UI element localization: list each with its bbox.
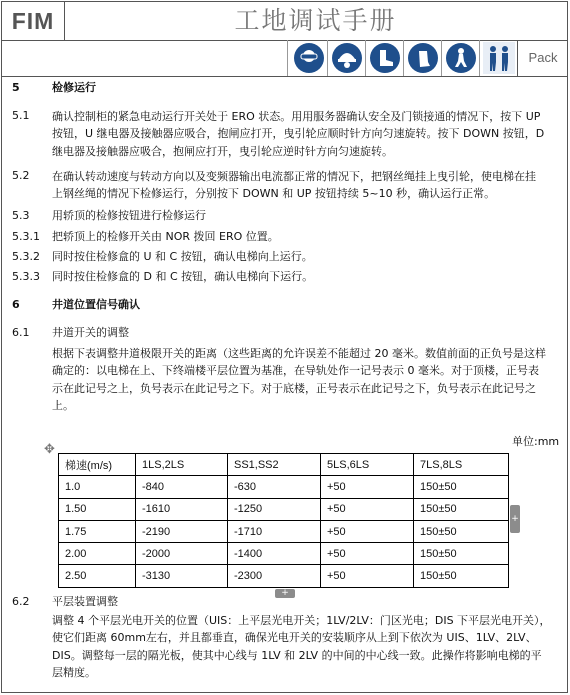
text-line: 上钢丝绳的情况下检修运行，分别按下 DOWN 和 UP 按钮持续 5~10 秒，确认运行正常。 bbox=[52, 187, 496, 201]
table-cell: 1.0 bbox=[59, 476, 136, 498]
text-line: 调整 4 个平层光电开关的位置（UIS：上平层光电开关；1LV/2LV：门区光电；DIS 下平层光电开关）， bbox=[52, 614, 551, 627]
section-title: 井道位置信号确认 bbox=[52, 298, 140, 311]
subsection-title: 井道开关的调整 bbox=[52, 326, 129, 339]
limit-switch-table bbox=[58, 453, 509, 588]
table-cell: 2.00 bbox=[59, 543, 136, 565]
subsection-title: 用轿顶的检修按钮进行检修运行 bbox=[52, 209, 206, 222]
subsection-title: 平层装置调整 bbox=[52, 595, 118, 608]
text-line: 层精度。 bbox=[52, 665, 96, 679]
divider bbox=[287, 40, 288, 76]
text-line: 使它们距离 60mm左右，并且都垂直，确保光电开关的安装顺序从上到下依次为 UIS、1LV、2LV、 bbox=[52, 631, 537, 645]
step-text: 同时按住检修盒的 D 和 C 按钮，确认电梯向下运行。 bbox=[52, 270, 314, 283]
divider bbox=[441, 40, 442, 76]
text-line: 根据下表调整井道极限开关的距离（这些距离的允许误差不能超过 20 毫米。数值前面的正负号是这样 bbox=[52, 347, 546, 360]
table-cell: -1610 bbox=[136, 498, 228, 520]
table-cell: +50 bbox=[321, 565, 414, 587]
table-cell: +50 bbox=[321, 476, 414, 498]
fall-protection-icon bbox=[446, 43, 476, 73]
unit-label: 单位:mm bbox=[512, 435, 560, 448]
table-cell: 150±50 bbox=[414, 520, 509, 542]
section-number: 6 bbox=[12, 298, 20, 311]
table-cell: 2.50 bbox=[59, 565, 136, 587]
safety-boots-icon bbox=[370, 43, 400, 73]
section-number: 5.3.3 bbox=[12, 270, 40, 283]
step-text: 同时按住检修盒的 U 和 C 按钮，确认电梯向上运行。 bbox=[52, 250, 313, 263]
table-header-cell: 1LS,2LS bbox=[136, 454, 228, 476]
text-line: 上。 bbox=[52, 398, 74, 412]
table-cell: -840 bbox=[136, 476, 228, 498]
table-cell: -1250 bbox=[228, 498, 321, 520]
text-line: 确定的：以电梯在上、下终端楼平层位置为基准，在导轨处作一记号表示 0 毫米。对于顶楼，正号表 bbox=[52, 364, 539, 378]
table-header-cell: 梯速(m/s) bbox=[59, 454, 136, 476]
table-row bbox=[59, 520, 509, 542]
section-title: 检修运行 bbox=[52, 81, 96, 94]
section-number: 5.2 bbox=[12, 169, 30, 182]
table-cell: +50 bbox=[321, 543, 414, 565]
table-header-cell: 7LS,8LS bbox=[414, 454, 509, 476]
paragraph bbox=[52, 108, 544, 160]
logo: FIM bbox=[2, 2, 65, 40]
table-cell: -630 bbox=[228, 476, 321, 498]
table-cell: -2190 bbox=[136, 520, 228, 542]
text-line: 确认控制柜的紧急电动运行开关处于 ERO 状态。用用服务器确认安全及门锁接通的情况下，按下 UP bbox=[52, 110, 541, 123]
move-handle-icon[interactable]: ✥ bbox=[44, 442, 55, 457]
step-text: 把轿顶上的检修开关由 NOR 拨回 ERO 位置。 bbox=[52, 230, 279, 243]
section-number: 5.3.1 bbox=[12, 230, 40, 243]
table-cell: +50 bbox=[321, 520, 414, 542]
text-line: DIS。调整每一层的隔光板，使其中心线与 1LV 和 2LV 的中间的中心线一致。此操作将影响电梯的平 bbox=[52, 648, 542, 662]
table-row bbox=[59, 476, 509, 498]
header bbox=[2, 2, 567, 41]
table-row bbox=[59, 565, 509, 587]
table-cell: 1.75 bbox=[59, 520, 136, 542]
paragraph bbox=[52, 345, 546, 414]
text-line: 在确认转动速度与转动方向以及变频器输出电流都正常的情况下，把钢丝绳挂上曳引轮，使电梯在挂 bbox=[52, 170, 536, 183]
table-row bbox=[59, 498, 509, 520]
section-number: 5.3.2 bbox=[12, 250, 40, 263]
section-number: 5.1 bbox=[12, 109, 30, 122]
two-person-icon bbox=[483, 42, 515, 74]
pack-label: Pack bbox=[517, 40, 568, 76]
table-cell: -2300 bbox=[228, 565, 321, 587]
section-number: 6.1 bbox=[12, 326, 30, 339]
section-number: 5 bbox=[12, 81, 20, 94]
safety-goggles-icon bbox=[294, 43, 324, 73]
section-number: 6.2 bbox=[12, 595, 30, 608]
divider bbox=[327, 40, 328, 76]
text-line: 按钮，U 继电器及接触器应吸合，抱闸应打开，曳引轮应顺时针方向匀速旋转。按下 DOWN 按钮，D bbox=[52, 127, 545, 141]
hard-hat-icon bbox=[332, 43, 362, 73]
table-cell: -3130 bbox=[136, 565, 228, 587]
table-cell: -1710 bbox=[228, 520, 321, 542]
divider bbox=[479, 40, 480, 76]
paragraph bbox=[52, 612, 551, 681]
table-header-cell: 5LS,6LS bbox=[321, 454, 414, 476]
section-number: 5.3 bbox=[12, 209, 30, 222]
table-cell: -1400 bbox=[228, 543, 321, 565]
divider bbox=[403, 40, 404, 76]
table-header-row bbox=[59, 454, 509, 476]
table-cell: 1.50 bbox=[59, 498, 136, 520]
table-row bbox=[59, 543, 509, 565]
add-row-handle[interactable]: + bbox=[275, 589, 295, 598]
page-title: 工地调试手册 bbox=[234, 6, 397, 35]
table-header-cell: SS1,SS2 bbox=[228, 454, 321, 476]
table-cell: -2000 bbox=[136, 543, 228, 565]
table-cell: +50 bbox=[321, 498, 414, 520]
ppe-icon-bar bbox=[2, 40, 567, 77]
text-line: 示在此记号之上，负号表示在此记号之下。对于底楼，正号表示在此记号之下，负号表示在此记号之 bbox=[52, 381, 536, 395]
table-cell: 150±50 bbox=[414, 565, 509, 587]
protective-gloves-icon bbox=[408, 43, 438, 73]
table-cell: 150±50 bbox=[414, 498, 509, 520]
add-column-handle[interactable]: + bbox=[510, 505, 520, 533]
divider bbox=[365, 40, 366, 76]
table-cell: 150±50 bbox=[414, 543, 509, 565]
paragraph bbox=[52, 168, 536, 203]
text-line: 继电器及接触器应吸合，抱闸应打开，曳引轮应逆时针方向匀速旋转。 bbox=[52, 144, 393, 158]
table-cell: 150±50 bbox=[414, 476, 509, 498]
